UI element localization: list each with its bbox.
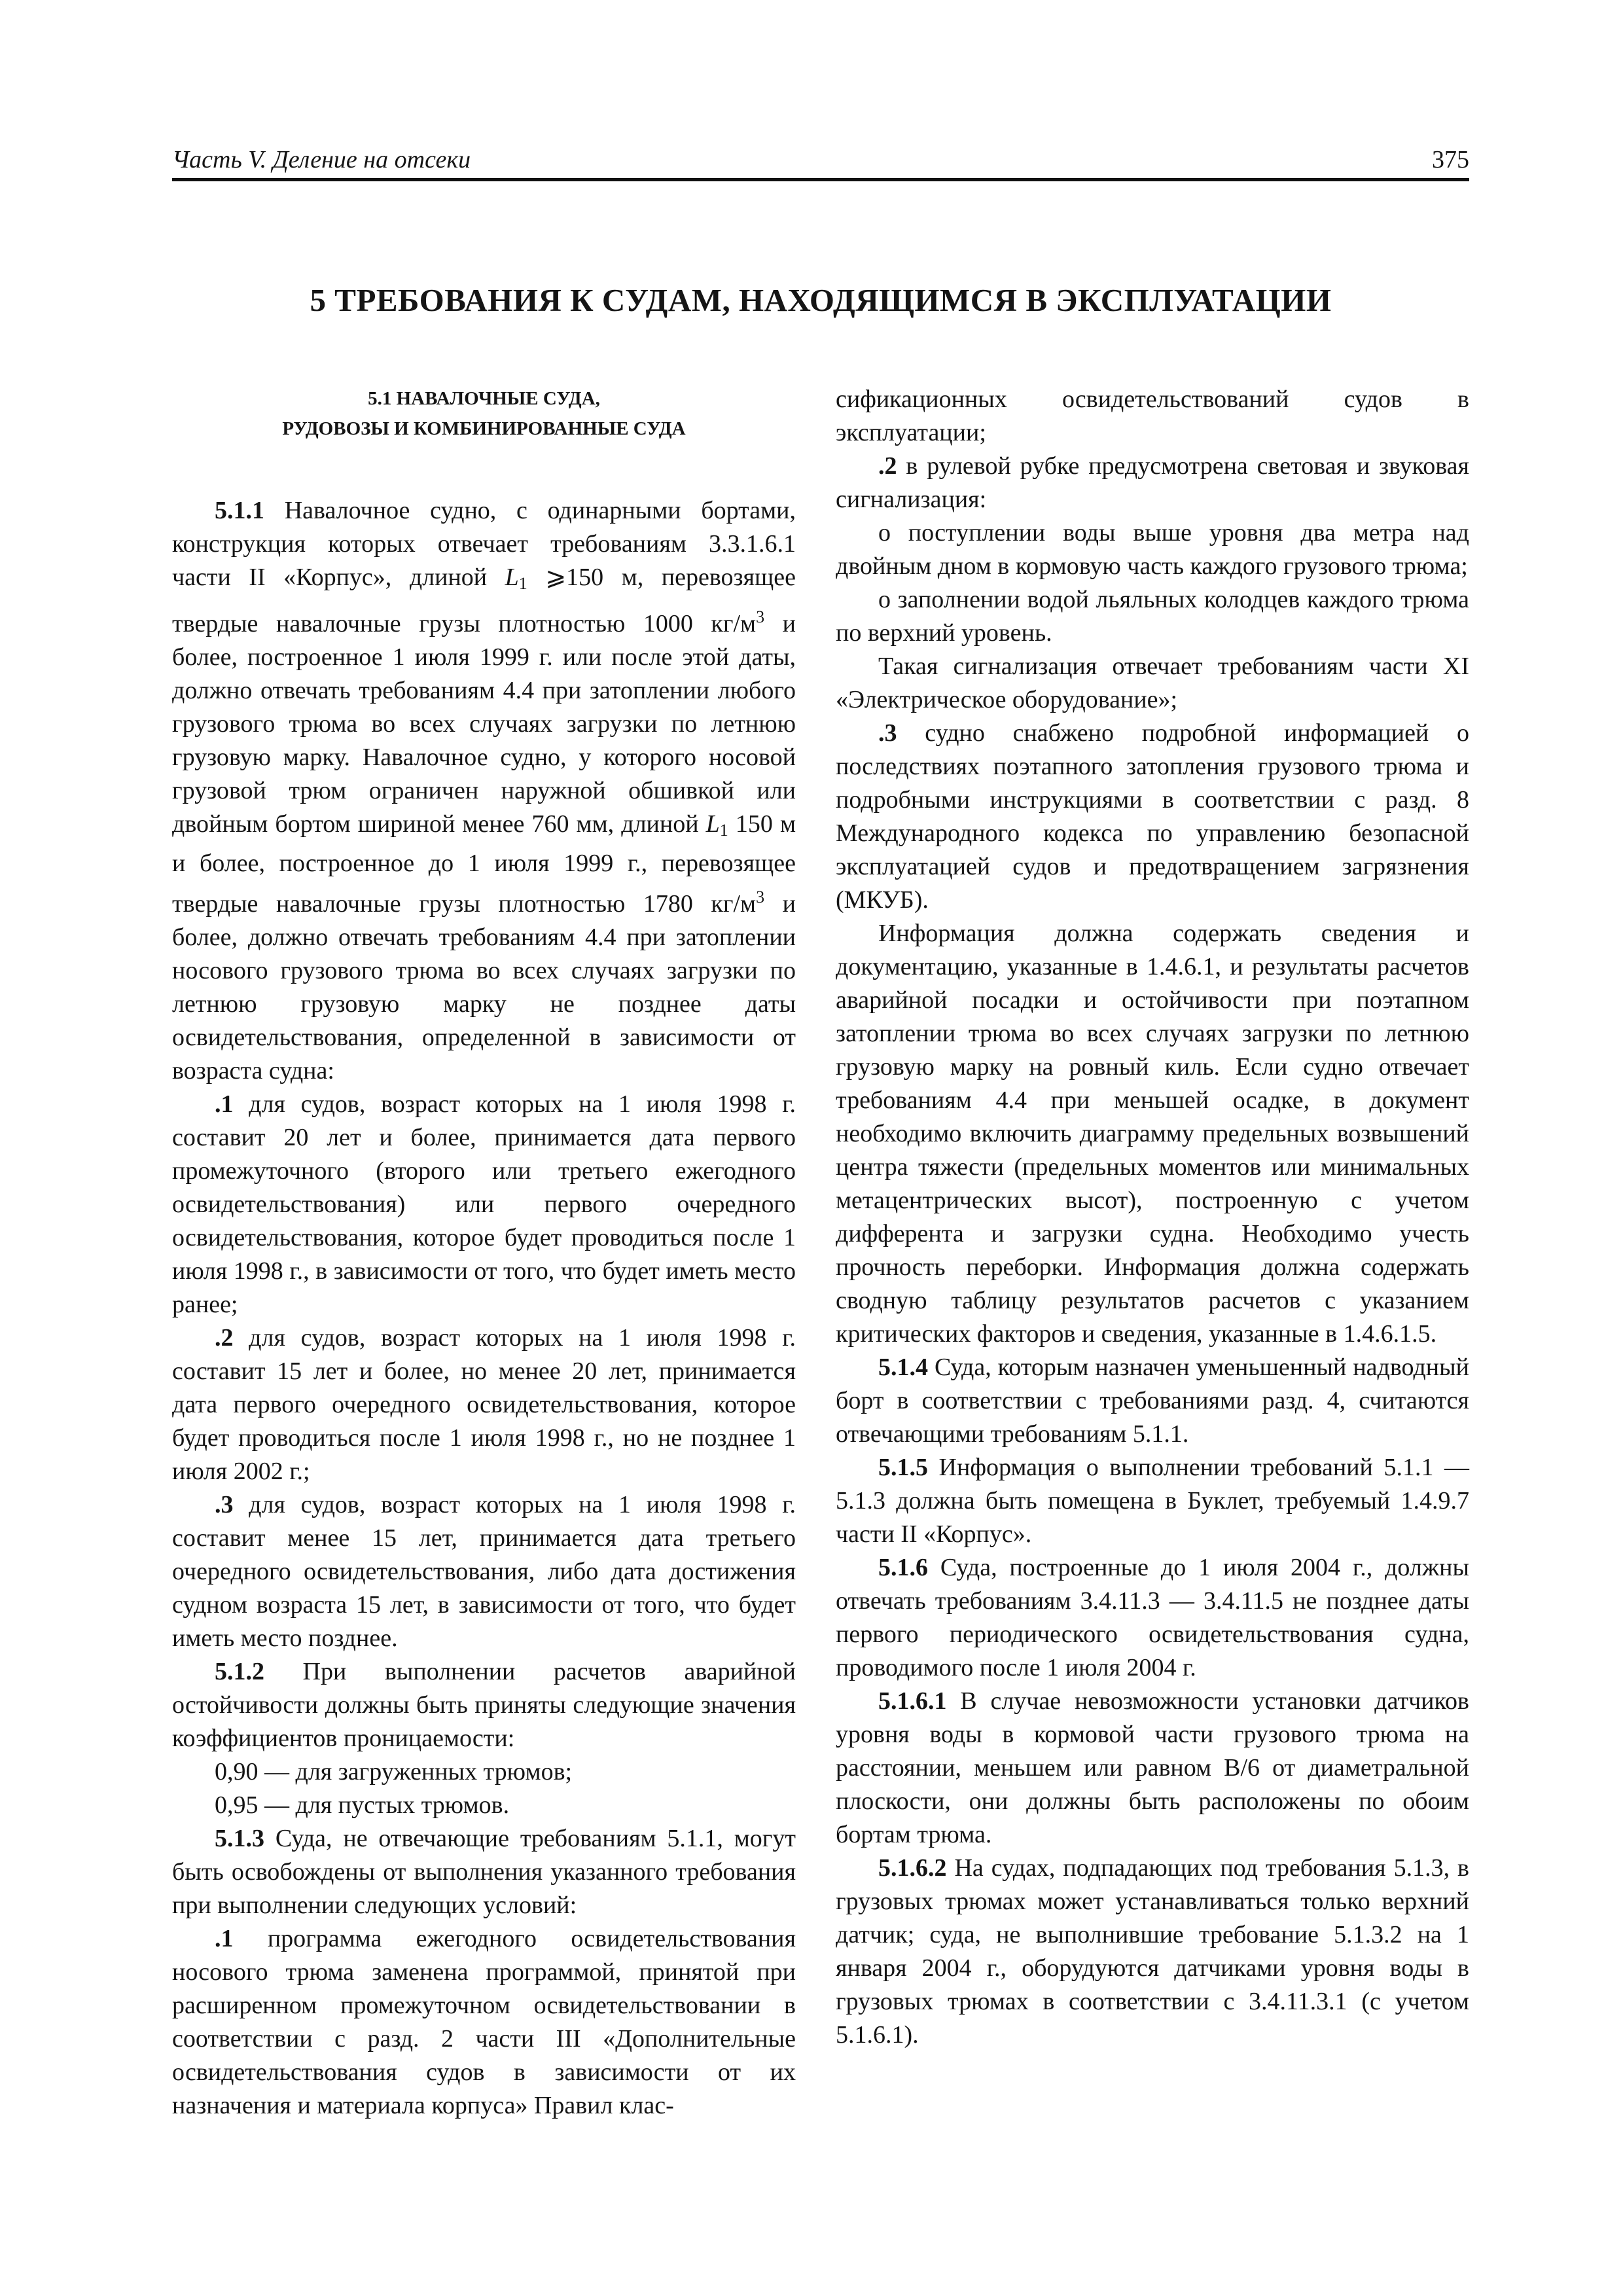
para-number: 5.1.6.2 [878,1854,947,1882]
value-empty: 0,95 — для пустых трюмов. [215,1791,510,1819]
section-heading-line1: 5.1 НАВАЛОЧНЫЕ СУДА, [368,388,600,409]
para-text: Навалочное судно, с одинарными бортами, конструкция которых отвечает требованиям 3.3.1.6.1 части II «Корпус», длиной [172,497,796,591]
item-text: для судов, возраст которых на 1 июля 1998 г. составит 20 лет и более, принимается дата первого промежуточного (второго или третьего ежегодного освидетельствования) или первого очередного освидетельствования, которое будет проводиться после 1 июля 1998 г., в зависимости от того, что будет иметь место ранее; [172,1090,796,1318]
item-text: в рулевой рубке предусмотрена световая и звуковая сигнализация: [836,452,1469,513]
item-number: .3 [878,719,897,747]
item-1 [172,1088,796,1321]
para-5-1-6 [836,1551,1469,1685]
signal-2: о заполнении водой льяльных колодцев каждого трюма по верхний уровень. [836,586,1469,647]
item-number: .3 [215,1491,234,1518]
superscript: 3 [756,607,765,626]
chapter-title: 5 ТРЕБОВАНИЯ К СУДАМ, НАХОДЯЩИМСЯ В ЭКСПЛУАТАЦИИ [310,282,1332,318]
para-text: Суда, не отвечающие требованиям 5.1.1, могут быть освобождены от выполнения указанного требования при выполнении следующих условий: [172,1825,796,1919]
item-text: для судов, возраст которых на 1 июля 1998 г. составит менее 15 лет, принимается дата третьего очередного освидетельствования, либо дата достижения судном возраста 15 лет, в зависимости от того, что будет иметь место позднее. [172,1491,796,1652]
header-part-title: Часть V. Деление на отсеки [172,146,471,173]
symbol-L: L [505,564,519,591]
para-text: и более, должно отвечать требованиям 4.4 при затоплении носового грузового трюма во всех случаях загрузки по летнюю грузовую марку не позднее даты освидетельствования, определенной в зависимости от возраста судна: [172,890,796,1085]
para-5-1-3 [172,1822,796,1922]
condition-2 [836,450,1469,516]
left-column [172,383,796,2123]
para-text: В случае невозможности установки датчиков уровня воды в кормовой части грузового трюма на расстоянии, меньшем или равном B/6 от диаметральной плоскости, они должны быть расположены по обоим бортам трюма. [836,1687,1469,1848]
superscript: 3 [756,888,765,906]
para-5-1-6-2 [836,1852,1469,2052]
condition-3 [836,717,1469,917]
section-heading [172,384,796,413]
continuation-text: сификационных освидетельствований судов в эксплуатации; [836,386,1469,446]
para-number: 5.1.6 [878,1554,928,1581]
para-5-1-5 [836,1451,1469,1551]
item-3 [172,1488,796,1655]
signal-note: Такая сигнализация отвечает требованиям части XI «Электрическое оборудование»; [836,653,1469,713]
subscript: 1 [518,574,527,593]
item-number: .2 [878,452,897,480]
para-number: 5.1.5 [878,1454,928,1481]
para-number: 5.1.4 [878,1354,928,1381]
para-5-1-1 [172,494,796,1088]
info-paragraph: Информация должна содержать сведения и документацию, указанные в 1.4.6.1, и результаты расчетов аварийной посадки и остойчивости при поэтапном затоплении трюма во всех случаях загрузки по летнюю грузовую марку на ровный киль. Если судно отвечает требованиям 4.4 при меньшей осадке, в документ необходимо включить диаграмму предельных возвышений центра тяжести (предельных моментов или минимальных метацентрических высот), построенную с учетом дифферента и загрузки судна. Необходимо учесть прочность переборки. Информация должна содержать сводную таблицу результатов расчетов с указанием критических факторов и сведения, указанные в 1.4.6.1.5. [836,920,1469,1348]
value-loaded: 0,90 — для загруженных трюмов; [215,1758,573,1785]
page-number: 375 [1432,146,1469,173]
right-column [836,383,1469,2052]
signal-1: о поступлении воды выше уровня два метра над двойным дном в кормовую часть каждого грузового трюма; [836,519,1469,580]
para-number: 5.1.3 [215,1825,264,1852]
para-number: 5.1.2 [215,1658,264,1685]
para-text: На судах, подпадающих под требования 5.1.3, в грузовых трюмах может устанавливаться только верхний датчик; суда, не выполнившие требование 5.1.3.2 на 1 января 2004 г., оборудуются датчиками уровня воды в грузовых трюмах в соответствии с 3.4.11.3.1 (с учетом 5.1.6.1). [836,1854,1469,2049]
para-text: и более, построенное 1 июля 1999 г. или после этой даты, должно отвечать требованиям 4.4 при затоплении любого грузового трюма во всех случаях загрузки по летнюю грузовую марку. Навалочное судно, у которого носовой грузовой трюм ограничен наружной обшивкой или двойным бортом шириной менее 760 мм, длиной [172,610,796,838]
condition-1 [172,1922,796,2123]
item-number: .1 [215,1090,234,1118]
para-text: ⩾150 м, перевозящее твердые навалочные грузы плотностью 1000 кг/м [172,564,796,637]
item-number: .1 [215,1925,234,1952]
para-text: Суда, построенные до 1 июля 2004 г., должны отвечать требованиям 3.4.11.3 — 3.4.11.5 не позднее даты первого периодического освидетельствования судна, проводимого после 1 июля 2004 г. [836,1554,1469,1681]
item-text: программа ежегодного освидетельствования носового трюма заменена программой, принятой при расширенном промежуточном освидетельствовании в соответствии с разд. 2 части III «Дополнительные освидетельствования судов в зависимости от их назначения и материала корпуса» Правил клас- [172,1925,796,2119]
symbol-L: L [705,810,720,838]
running-header [172,145,1469,181]
item-text: для судов, возраст которых на 1 июля 1998 г. составит 15 лет и более, но менее 20 лет, принимается дата первого очередного освидетельствования, которое будет проводиться после 1 июля 1998 г., но не позднее 1 июля 2002 г.; [172,1324,796,1485]
para-5-1-6-1 [836,1685,1469,1852]
item-number: .2 [215,1324,234,1352]
para-5-1-2 [172,1655,796,1755]
subscript: 1 [719,821,728,840]
header-rule [172,178,1469,181]
para-text: Суда, которым назначен уменьшенный надводный борт в соответствии с требованиями разд. 4, считаются отвечающими требованиям 5.1.1. [836,1354,1469,1448]
para-number: 5.1.1 [215,497,264,524]
para-5-1-4 [836,1351,1469,1451]
para-number: 5.1.6.1 [878,1687,947,1715]
item-2 [172,1321,796,1488]
para-text: При выполнении расчетов аварийной остойчивости должны быть приняты следующие значения коэффициентов проницаемости: [172,1658,796,1752]
para-text: 150 м и более, построенное до 1 июля 1999 г., перевозящее твердые навалочные грузы плотностью 1780 кг/м [172,810,796,918]
section-heading-line2: РУДОВОЗЫ И КОМБИНИРОВАННЫЕ СУДА [282,418,686,439]
section-heading-cont [172,414,796,443]
para-text: Информация о выполнении требований 5.1.1 — 5.1.3 должна быть помещена в Буклет, требуемый 1.4.9.7 части II «Корпус». [836,1454,1469,1548]
item-text: судно снабжено подробной информацией о последствиях поэтапного затопления грузового трюма и подробными инструкциями в соответствии с разд. 8 Международного кодекса по управлению безопасной эксплуатацией судов и предотвращением загрязнения (МКУБ). [836,719,1469,914]
